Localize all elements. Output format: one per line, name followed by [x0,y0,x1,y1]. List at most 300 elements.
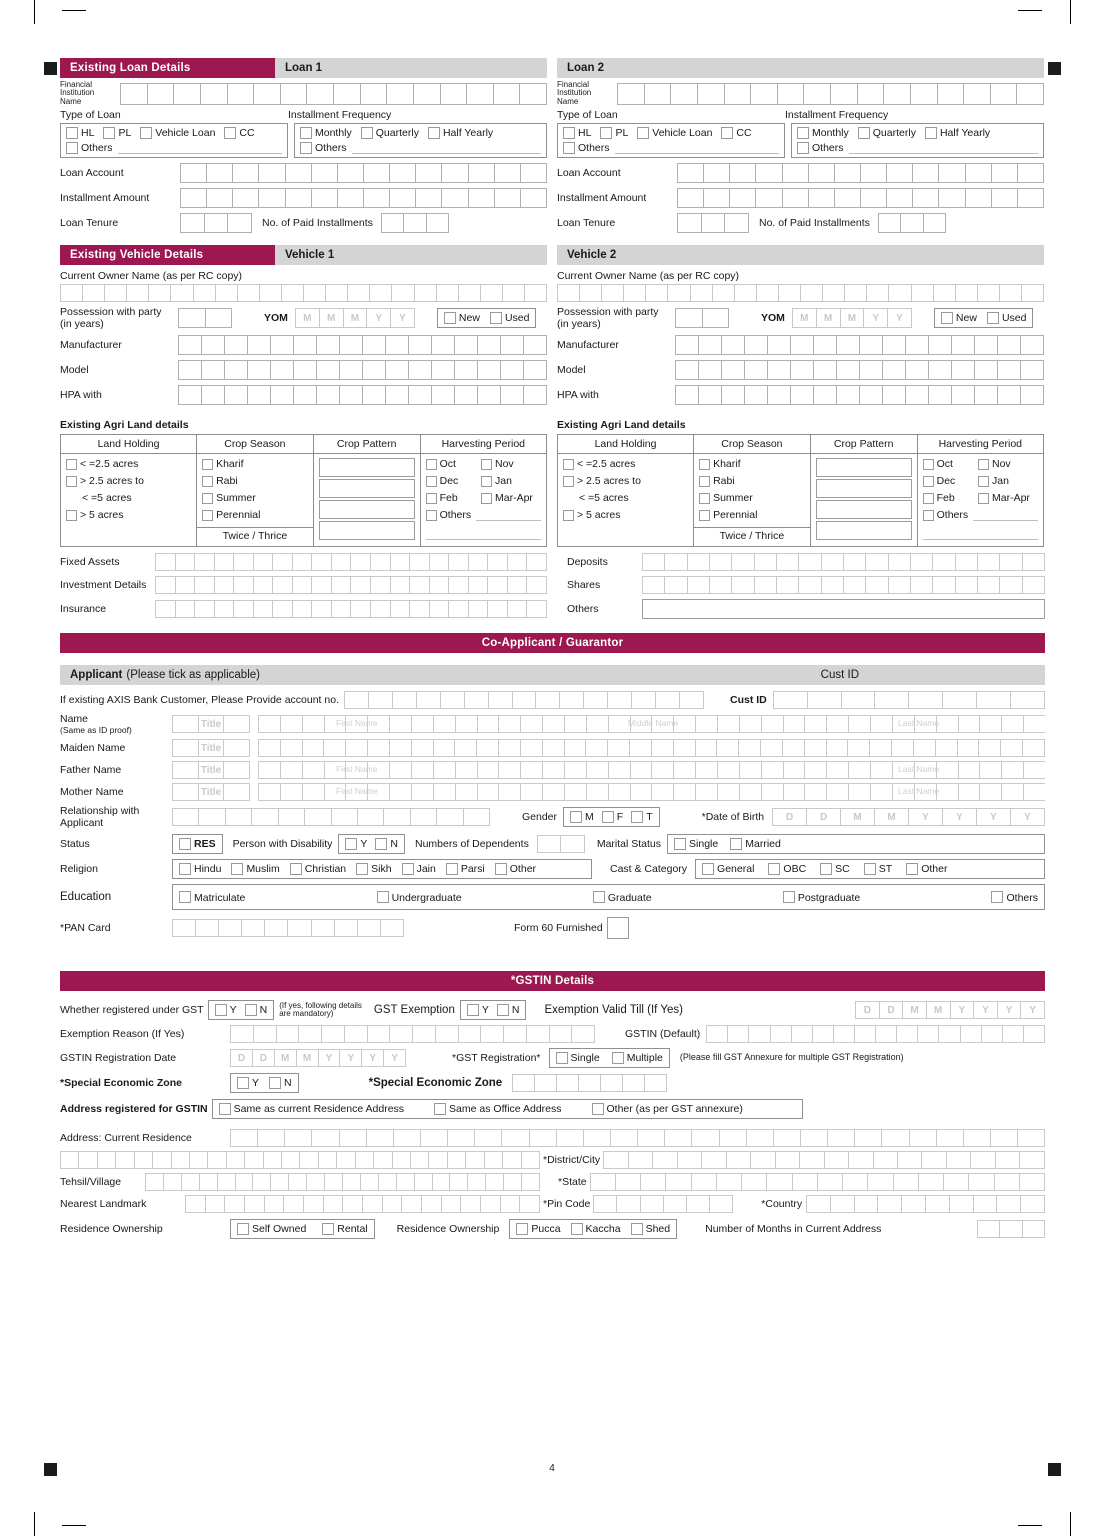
crop-pattern-input-4[interactable] [319,521,415,540]
religion-group[interactable] [172,859,592,879]
frequency-others-label-2: Others [812,142,844,155]
checkbox-cast-other[interactable] [906,863,918,875]
insurance-input[interactable] [155,600,547,618]
land-holding-3-2: > 5 acres [577,509,621,522]
agri-header-harvesting-period-2: Harvesting Period [917,435,1043,454]
dob-ghost-5: Y [922,811,929,823]
model-label: Model [60,364,89,377]
addr-other-label: Other (as per GST annexure) [606,1103,743,1116]
checkbox-gst-registered-n[interactable] [245,1004,257,1016]
crop-pattern-input-2[interactable] [319,479,415,498]
checkbox-harvest-dec[interactable] [426,476,437,487]
checkbox-education-graduate[interactable] [593,891,605,903]
checkbox-religion-hindu[interactable] [179,863,191,875]
checkbox-frequency-others-2[interactable] [797,142,809,154]
maiden-name-input[interactable] [258,739,1045,757]
residence-ownership-label: Residence Ownership [60,1223,163,1236]
paid-installments-input[interactable] [381,213,449,233]
last-name-ghost: Last Name [898,718,940,729]
yom-ghost-5-2: Y [896,312,903,324]
disability-n-label: N [390,838,398,851]
mother-name-input[interactable] [258,783,1045,801]
owner-name-input[interactable] [60,284,547,302]
checkbox-harvest-dec-2[interactable] [923,476,934,487]
loan-type-cc-label-2: CC [736,127,752,140]
name-row [60,713,1045,735]
checkbox-crop-kharif[interactable] [202,459,213,470]
title-ghost: Title [200,718,222,730]
res-group[interactable] [172,834,223,854]
cust-id-header: Cust ID [820,669,859,682]
checkbox-education-others[interactable] [991,891,1003,903]
loan-tenure-input-2[interactable] [677,213,749,233]
regdate-ghost-2: D [259,1052,267,1064]
installment-amount-label-2: Installment Amount [557,192,647,205]
agri-land-column-2 [557,419,1044,547]
checkbox-land-gt5-2[interactable] [563,510,574,521]
checkbox-land-2p5-to-5-2[interactable] [563,476,574,487]
gender-f-label: F [616,811,624,824]
checkbox-form60[interactable] [607,917,629,939]
loan-type-others-input-2[interactable] [615,143,779,154]
checkbox-ownership-pucca[interactable] [516,1223,528,1235]
gst-registered-group[interactable] [208,1000,275,1020]
checkbox-sez-y[interactable] [237,1077,249,1089]
dob-ghost-8: Y [1024,811,1031,823]
checkbox-loan-type-vehicle[interactable] [140,127,152,139]
checkbox-loan-type-cc-2[interactable] [721,127,733,139]
checkbox-loan-type-pl-2[interactable] [600,127,612,139]
gst-registration-group[interactable] [549,1048,670,1068]
loan-type-others-input[interactable] [118,143,282,154]
checkbox-frequency-half-yearly[interactable] [428,127,440,139]
months-current-address-label: Number of Months in Current Address [705,1223,882,1236]
gstin-default-input[interactable] [706,1025,1045,1043]
dob-label: *Date of Birth [701,811,765,824]
crop-mark [34,1512,35,1536]
checkbox-vehicle-new-2[interactable] [941,312,953,324]
financial-institution-name-input-2[interactable] [617,83,1044,105]
checkbox-frequency-quarterly[interactable] [361,127,373,139]
land-holding-1: > 2.5 acres to [80,475,144,488]
loan-account-input-2[interactable] [677,163,1044,183]
regdate-ghost-8: Y [391,1052,398,1064]
installment-frequency-label-2: Installment Frequency [785,109,889,122]
checkbox-land-gt5[interactable] [66,510,77,521]
gst-exemption-group[interactable] [460,1000,527,1020]
checkbox-religion-christian[interactable] [290,863,302,875]
crop-season-footer: Twice / Thrice [197,527,313,544]
status-label: Status [60,838,90,851]
crop-mark [34,0,35,24]
loan-type-others-label: Others [81,142,113,155]
yom-input-2[interactable] [792,308,912,328]
gst-mandatory-note-line2: are mandatory) [279,1009,334,1019]
pincode-input[interactable] [593,1195,733,1213]
paid-installments-input-2[interactable] [878,213,946,233]
dob-input[interactable] [772,808,1045,826]
religion-label: Religion [60,863,98,876]
checkbox-loan-type-pl[interactable] [103,127,115,139]
sez-y-label: Y [252,1077,260,1090]
addr-same-office-label: Same as Office Address [449,1103,562,1116]
harvest-extra-line-2[interactable] [923,529,1038,540]
education-group[interactable] [172,884,1045,910]
gstin-reg-date-input[interactable] [230,1049,406,1067]
checkbox-loan-type-others[interactable] [66,142,78,154]
first-name-ghost-mother: First Name [336,786,378,797]
page-number: 4 [549,1463,555,1474]
sez-row [60,1073,1045,1093]
relationship-gender-dob-row [60,805,1045,829]
insurance-label: Insurance [60,603,107,616]
yom-input[interactable] [295,308,415,328]
hpa-label-2: HPA with [557,389,599,402]
crop-pattern-input-3-2[interactable] [816,500,912,519]
exval-ghost-2: D [887,1004,895,1016]
checkbox-loan-type-others-2[interactable] [563,142,575,154]
installment-frequency-group-2[interactable] [791,123,1044,158]
checkbox-vehicle-used[interactable] [490,312,502,324]
father-name-input[interactable] [258,761,1045,779]
residence-ownership-group[interactable] [230,1219,375,1239]
harvest-others-input-2[interactable] [973,510,1038,521]
address-reg-group[interactable] [212,1099,803,1119]
gst-registration-label: *GST Registration* [452,1052,541,1065]
loan-account-input[interactable] [180,163,547,183]
checkbox-gender-m[interactable] [570,811,582,823]
others-input[interactable] [642,599,1045,619]
checkbox-loan-type-hl[interactable] [66,127,78,139]
checkbox-marital-married[interactable] [730,838,742,850]
crop-pattern-input-3[interactable] [319,500,415,519]
country-input[interactable] [806,1195,1045,1213]
landmark-pincode-country-row [60,1195,1045,1213]
mother-title-input[interactable] [172,783,250,801]
harvest-others-input[interactable] [476,510,541,521]
father-title-input[interactable] [172,761,250,779]
installment-frequency-group[interactable] [294,123,547,158]
dependents-input[interactable] [537,835,585,853]
investment-details-label: Investment Details [60,579,147,592]
checkbox-gst-registered-y[interactable] [215,1004,227,1016]
title-ghost-father: Title [200,764,222,776]
checkbox-harvest-oct[interactable] [426,459,437,470]
hpa-input-2[interactable] [675,385,1044,405]
district-city-input[interactable] [603,1151,1045,1169]
religion-other-label: Other [509,863,537,876]
relationship-label-line1: Relationship with [60,805,140,818]
checkbox-disability-n[interactable] [375,838,387,850]
checkbox-cast-obc[interactable] [768,863,780,875]
checkbox-loan-type-hl-2[interactable] [563,127,575,139]
checkbox-harvest-feb[interactable] [426,493,437,504]
regdate-ghost-7: Y [369,1052,377,1064]
frequency-quarterly-label: Quarterly [375,127,419,140]
checkbox-loan-type-vehicle-2[interactable] [637,127,649,139]
gst-exemption-label: GST Exemption [373,1004,455,1017]
financial-institution-name-row [60,81,547,106]
gender-t-label: T [646,811,653,824]
disability-group[interactable] [338,834,405,854]
deposits-label: Deposits [567,556,608,569]
checkbox-harvest-nov[interactable] [481,459,492,470]
type-of-loan-group[interactable] [60,123,288,158]
checkbox-crop-perennial-2[interactable] [699,510,710,521]
fin-inst-label-line1: Financial [60,80,93,89]
checkbox-crop-rabi[interactable] [202,476,213,487]
checkbox-education-postgraduate[interactable] [783,891,795,903]
education-graduate-label: Graduate [607,892,652,905]
frequency-monthly-label: Monthly [315,127,352,140]
checkbox-harvest-others[interactable] [426,510,437,521]
agri-land-section [60,419,1045,547]
current-residence-input[interactable] [230,1129,1045,1147]
possession-years-input-2[interactable] [675,308,729,328]
exemption-valid-input[interactable] [855,1001,1045,1019]
loan-account-label: Loan Account [60,167,124,180]
checkbox-gst-reg-multiple[interactable] [612,1052,624,1064]
harvest-left-2-2: Feb [936,492,955,505]
checkbox-gender-t[interactable] [631,811,643,823]
checkbox-crop-perennial[interactable] [202,510,213,521]
manufacturer-input[interactable] [178,335,547,355]
checkbox-marital-single[interactable] [674,838,686,850]
yom-ghost-2-2: M [823,312,833,324]
frequency-others-input[interactable] [352,143,541,154]
installment-amount-label: Installment Amount [60,192,150,205]
possession-years-input[interactable] [178,308,232,328]
checkbox-religion-jain[interactable] [402,863,414,875]
checkbox-frequency-monthly[interactable] [300,127,312,139]
religion-hindu-label: Hindu [194,863,222,876]
checkbox-harvest-jan[interactable] [481,476,492,487]
paid-installments-label-2: No. of Paid Installments [759,217,870,230]
checkbox-ownership-rental[interactable] [322,1223,334,1235]
hpa-input[interactable] [178,385,547,405]
checkbox-addr-same-residence[interactable] [219,1103,231,1115]
exval-ghost-7: Y [1005,1004,1013,1016]
dob-ghost-3: M [853,811,862,823]
checkbox-ownership-kaccha[interactable] [571,1223,583,1235]
loan-section-header [60,58,547,78]
exemption-reason-label: Exemption Reason (If Yes) [60,1028,185,1041]
maiden-title-input[interactable] [172,739,250,757]
checkbox-crop-summer[interactable] [202,493,213,504]
financial-institution-name-input[interactable] [120,83,547,105]
checkbox-education-matriculate[interactable] [179,891,191,903]
crop-season-2-2: Summer [713,492,753,505]
land-holding-0-2: < =2.5 acres [577,458,636,471]
fixed-assets-input[interactable] [155,553,547,571]
marital-group[interactable] [667,834,1045,854]
fin-inst-label-line3: Name [557,96,579,106]
name-full-input[interactable] [258,715,1045,733]
checkbox-crop-rabi-2[interactable] [699,476,710,487]
gst-registered-label: Whether registered under GST [60,1004,204,1017]
loan-account-label-2: Loan Account [557,167,621,180]
applicant-header-bar [60,665,1045,685]
pan-input[interactable] [172,919,404,937]
vehicle-condition-group[interactable] [437,308,537,328]
checkbox-harvest-oct-2[interactable] [923,459,934,470]
checkbox-gst-exemption-y[interactable] [467,1004,479,1016]
residence-ownership-group-2[interactable] [509,1219,677,1239]
loan-tenure-input[interactable] [180,213,252,233]
checkbox-harvest-nov-2[interactable] [978,459,989,470]
checkbox-education-undergraduate[interactable] [377,891,389,903]
checkbox-sez-n[interactable] [269,1077,281,1089]
loan-tenure-label-2: Loan Tenure [557,217,616,230]
cust-id-input[interactable] [773,691,1045,709]
crop-season-1-2: Rabi [713,475,735,488]
frequency-others-input-2[interactable] [849,143,1038,154]
landmark-input[interactable] [185,1195,540,1213]
model-input[interactable] [178,360,547,380]
loan-1-column [60,58,547,233]
agri-header-harvesting-period: Harvesting Period [420,435,546,454]
name-label: Name [60,713,89,726]
axis-account-no-input[interactable] [344,691,704,709]
installment-amount-input[interactable] [180,188,547,208]
harvest-left-1-2: Dec [936,475,956,488]
deposits-input[interactable] [642,553,1045,571]
owner-name-input-2[interactable] [557,284,1044,302]
checkbox-addr-other[interactable] [592,1103,604,1115]
dob-ghost-1: D [785,811,794,823]
checkbox-frequency-quarterly-2[interactable] [858,127,870,139]
agri-harvesting-cell-2 [917,454,1043,547]
crop-pattern-input-1[interactable] [319,458,415,477]
loan-type-vehicle-label-2: Vehicle Loan [652,127,713,140]
checkbox-land-2p5-2[interactable] [563,459,574,470]
checkbox-gst-reg-single[interactable] [556,1052,568,1064]
checkbox-cast-st[interactable] [864,863,876,875]
checkbox-cast-general[interactable] [702,863,714,875]
gst-exemption-y: Y [481,1004,489,1017]
mother-name-row [60,783,1045,801]
gender-group[interactable] [563,807,660,827]
title-ghost-maiden: Title [200,742,222,754]
religion-christian-label: Christian [304,863,347,876]
manufacturer-input-2[interactable] [675,335,1044,355]
checkbox-land-2p5-to-5[interactable] [66,476,77,487]
crop-pattern-input-1-2[interactable] [816,458,912,477]
address-line2-input[interactable] [60,1151,540,1169]
model-input-2[interactable] [675,360,1044,380]
manufacturer-label-2: Manufacturer [557,339,619,352]
agri-header-land-holding: Land Holding [61,435,197,454]
relationship-input[interactable] [172,808,490,826]
name-title-input[interactable] [172,715,250,733]
shares-input[interactable] [642,576,1045,594]
installment-amount-input-2[interactable] [677,188,1044,208]
name-sublabel: (Same as ID proof) [60,725,132,736]
crop-season-0: Kharif [216,458,244,471]
dob-ghost-4: M [887,811,896,823]
checkbox-crop-summer-2[interactable] [699,493,710,504]
loan-type-hl-label: HL [81,127,95,140]
checkbox-harvest-jan-2[interactable] [978,476,989,487]
checkbox-harvest-mar-apr-2[interactable] [978,493,989,504]
crop-pattern-input-2-2[interactable] [816,479,912,498]
vehicle-condition-group-2[interactable] [934,308,1034,328]
checkbox-loan-type-cc[interactable] [224,127,236,139]
crop-mark [1018,10,1042,11]
checkbox-addr-same-office[interactable] [434,1103,446,1115]
sez2-input[interactable] [512,1074,667,1092]
checkbox-religion-muslim[interactable] [231,863,243,875]
shares-label: Shares [567,579,601,592]
education-others-label: Others [1006,892,1038,905]
agri-title: Existing Agri Land details [60,419,189,432]
checkbox-religion-other[interactable] [495,863,507,875]
hpa-label: HPA with [60,389,102,402]
state-input[interactable] [590,1173,1045,1191]
checkbox-gst-exemption-n[interactable] [497,1004,509,1016]
sez-group[interactable] [230,1073,299,1093]
checkbox-religion-sikh[interactable] [356,863,368,875]
checkbox-cast-sc[interactable] [820,863,832,875]
cast-group[interactable] [695,859,1045,879]
checkbox-ownership-self-owned[interactable] [237,1223,249,1235]
agri-header-crop-pattern-2: Crop Pattern [810,435,917,454]
father-name-row [60,761,1045,779]
loan-type-pl-label: PL [118,127,132,140]
gstin-reg-date-row [60,1048,1045,1068]
crop-season-footer-2: Twice / Thrice [694,527,810,544]
crop-pattern-input-4-2[interactable] [816,521,912,540]
exval-ghost-8: Y [1029,1004,1037,1016]
cust-id-label: Cust ID [729,694,767,707]
cast-sc-label: SC [835,863,850,876]
investment-details-input[interactable] [155,576,547,594]
checkbox-frequency-monthly-2[interactable] [797,127,809,139]
checkbox-res[interactable] [179,838,191,850]
vehicle-used-label: Used [504,312,530,325]
exemption-reason-input[interactable] [230,1025,595,1043]
checkbox-vehicle-used-2[interactable] [987,312,999,324]
exemption-reason-row [60,1025,1045,1043]
checkbox-frequency-half-yearly-2[interactable] [925,127,937,139]
gst-registered-row [60,1000,1045,1020]
checkbox-harvest-others-2[interactable] [923,510,934,521]
checkbox-religion-parsi[interactable] [446,863,458,875]
checkbox-crop-kharif-2[interactable] [699,459,710,470]
district-city-label: *District/City [543,1154,601,1167]
checkbox-ownership-shed[interactable] [631,1223,643,1235]
land-holding-0: < =2.5 acres [80,458,139,471]
agri-crop-pattern-cell [313,454,420,547]
months-current-address-input[interactable] [977,1220,1045,1238]
checkbox-frequency-others[interactable] [300,142,312,154]
checkbox-gender-f[interactable] [602,811,614,823]
checkbox-harvest-mar-apr[interactable] [481,493,492,504]
address-current-residence-row [60,1129,1045,1147]
religion-jain-label: Jain [416,863,436,876]
title-ghost-mother: Title [200,786,222,798]
harvest-right-1-2: Jan [991,475,1009,488]
agri-crop-pattern-cell-2 [810,454,917,547]
checkbox-harvest-feb-2[interactable] [923,493,934,504]
harvest-extra-line[interactable] [426,529,541,540]
tehsil-village-input[interactable] [145,1173,540,1191]
type-of-loan-group-2[interactable] [557,123,785,158]
checkbox-vehicle-new[interactable] [444,312,456,324]
checkbox-disability-y[interactable] [345,838,357,850]
checkbox-land-2p5[interactable] [66,459,77,470]
ownership-shed-label: Shed [645,1223,671,1236]
